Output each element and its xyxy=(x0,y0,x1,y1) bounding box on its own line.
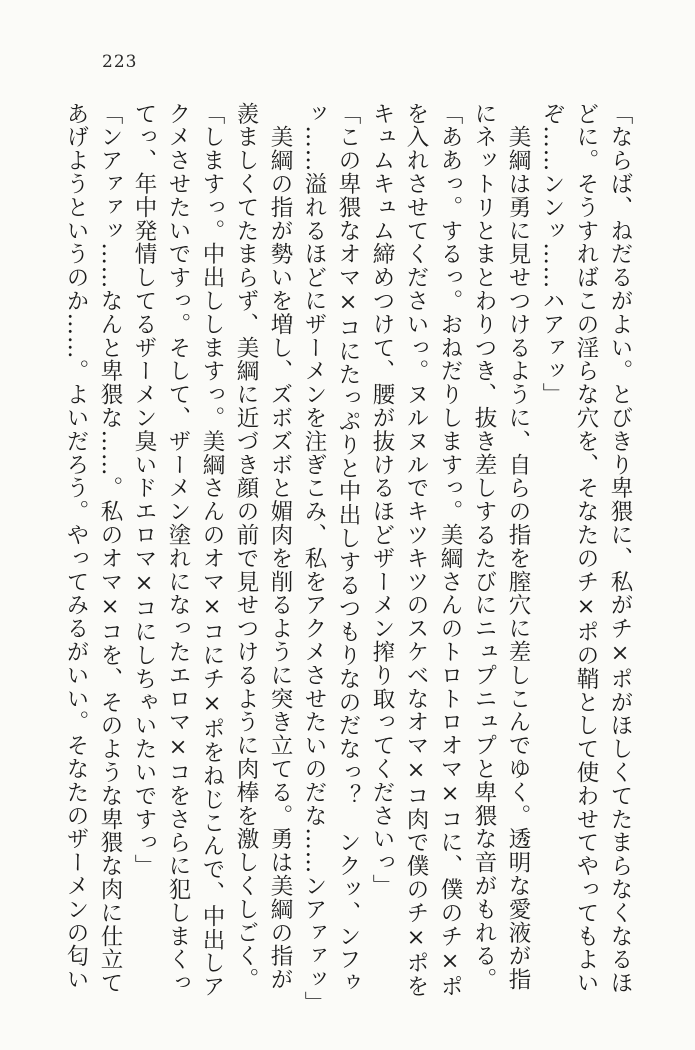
text-line: にネットリとまとわりつき、抜き差しするたびにニュプニュプと卑猥な音がもれる。 xyxy=(471,102,497,992)
text-line: ッ……溢れるほどにザーメンを注ぎこみ、私をアクメさせたいのだな……ンアァァッ」 xyxy=(301,102,327,1015)
text-line: 「この卑猥なオマ×コにたっぷりと中出しするつもりなのだなっ？ ンクッ、ンフゥ xyxy=(335,102,361,995)
text-line: 「ならば、ねだるがよい。とびきり卑猥に、私がチ×ポがほしくてたまらなくなるほ xyxy=(607,102,633,995)
text-line: あげようというのか……。よいだろう。やってみるがいい。そなたのザーメンの匂い xyxy=(63,102,89,992)
text-line: どに。そうすればこの淫らな穴を、そなたのチ×ポの鞘として使わせてやってもよい xyxy=(573,102,599,995)
text-line: 美綱は勇に見せつけるように、自らの指を膣穴に差しこんでゆく。透明な愛液が指 xyxy=(505,102,531,992)
text-line: 「ああっ。するっ。おねだりしますっ。美綱さんのトロトロオマ×コに、僕のチ×ポ xyxy=(437,102,463,999)
text-line: 美綱の指が勢いを増し、ズボズボと媚肉を削るように突き立てる。勇は美綱の指が xyxy=(267,102,293,992)
text-block xyxy=(59,102,637,1015)
text-line: 「ンアァァッ……なんと卑猥な……。私のオマ×コを、そのような卑猥な肉に仕立て xyxy=(97,102,123,995)
text-line: クメさせたいですっ。そして、ザーメン塗れになったエロマ×コをさらに犯しまくっ xyxy=(165,102,191,995)
text-line: 羨ましくてたまらず、美綱に近づき顔の前で見せつけるように肉棒を激しくしごく。 xyxy=(233,102,259,992)
text-line: 「しますっ。中出ししますっ。美綱さんのオマ×コにチ×ポをねじこんで、中出しア xyxy=(199,102,225,999)
text-line: を入れさせてくださいっ。ヌルヌルでキツキツのスケベなオマ×コ肉で僕のチ×ポを xyxy=(403,102,429,999)
text-line: ぞ……ンンッ……ハアァッ」 xyxy=(539,102,565,407)
page-number: 223 xyxy=(102,52,138,72)
text-line: キュムキュム締めつけて、腰が抜けるほどザーメン搾り取ってくださいっ」 xyxy=(369,102,395,898)
text-line: てっ、年中発情してるザーメン臭いドエロマ×コにしちゃいたいですっ」 xyxy=(131,102,157,878)
